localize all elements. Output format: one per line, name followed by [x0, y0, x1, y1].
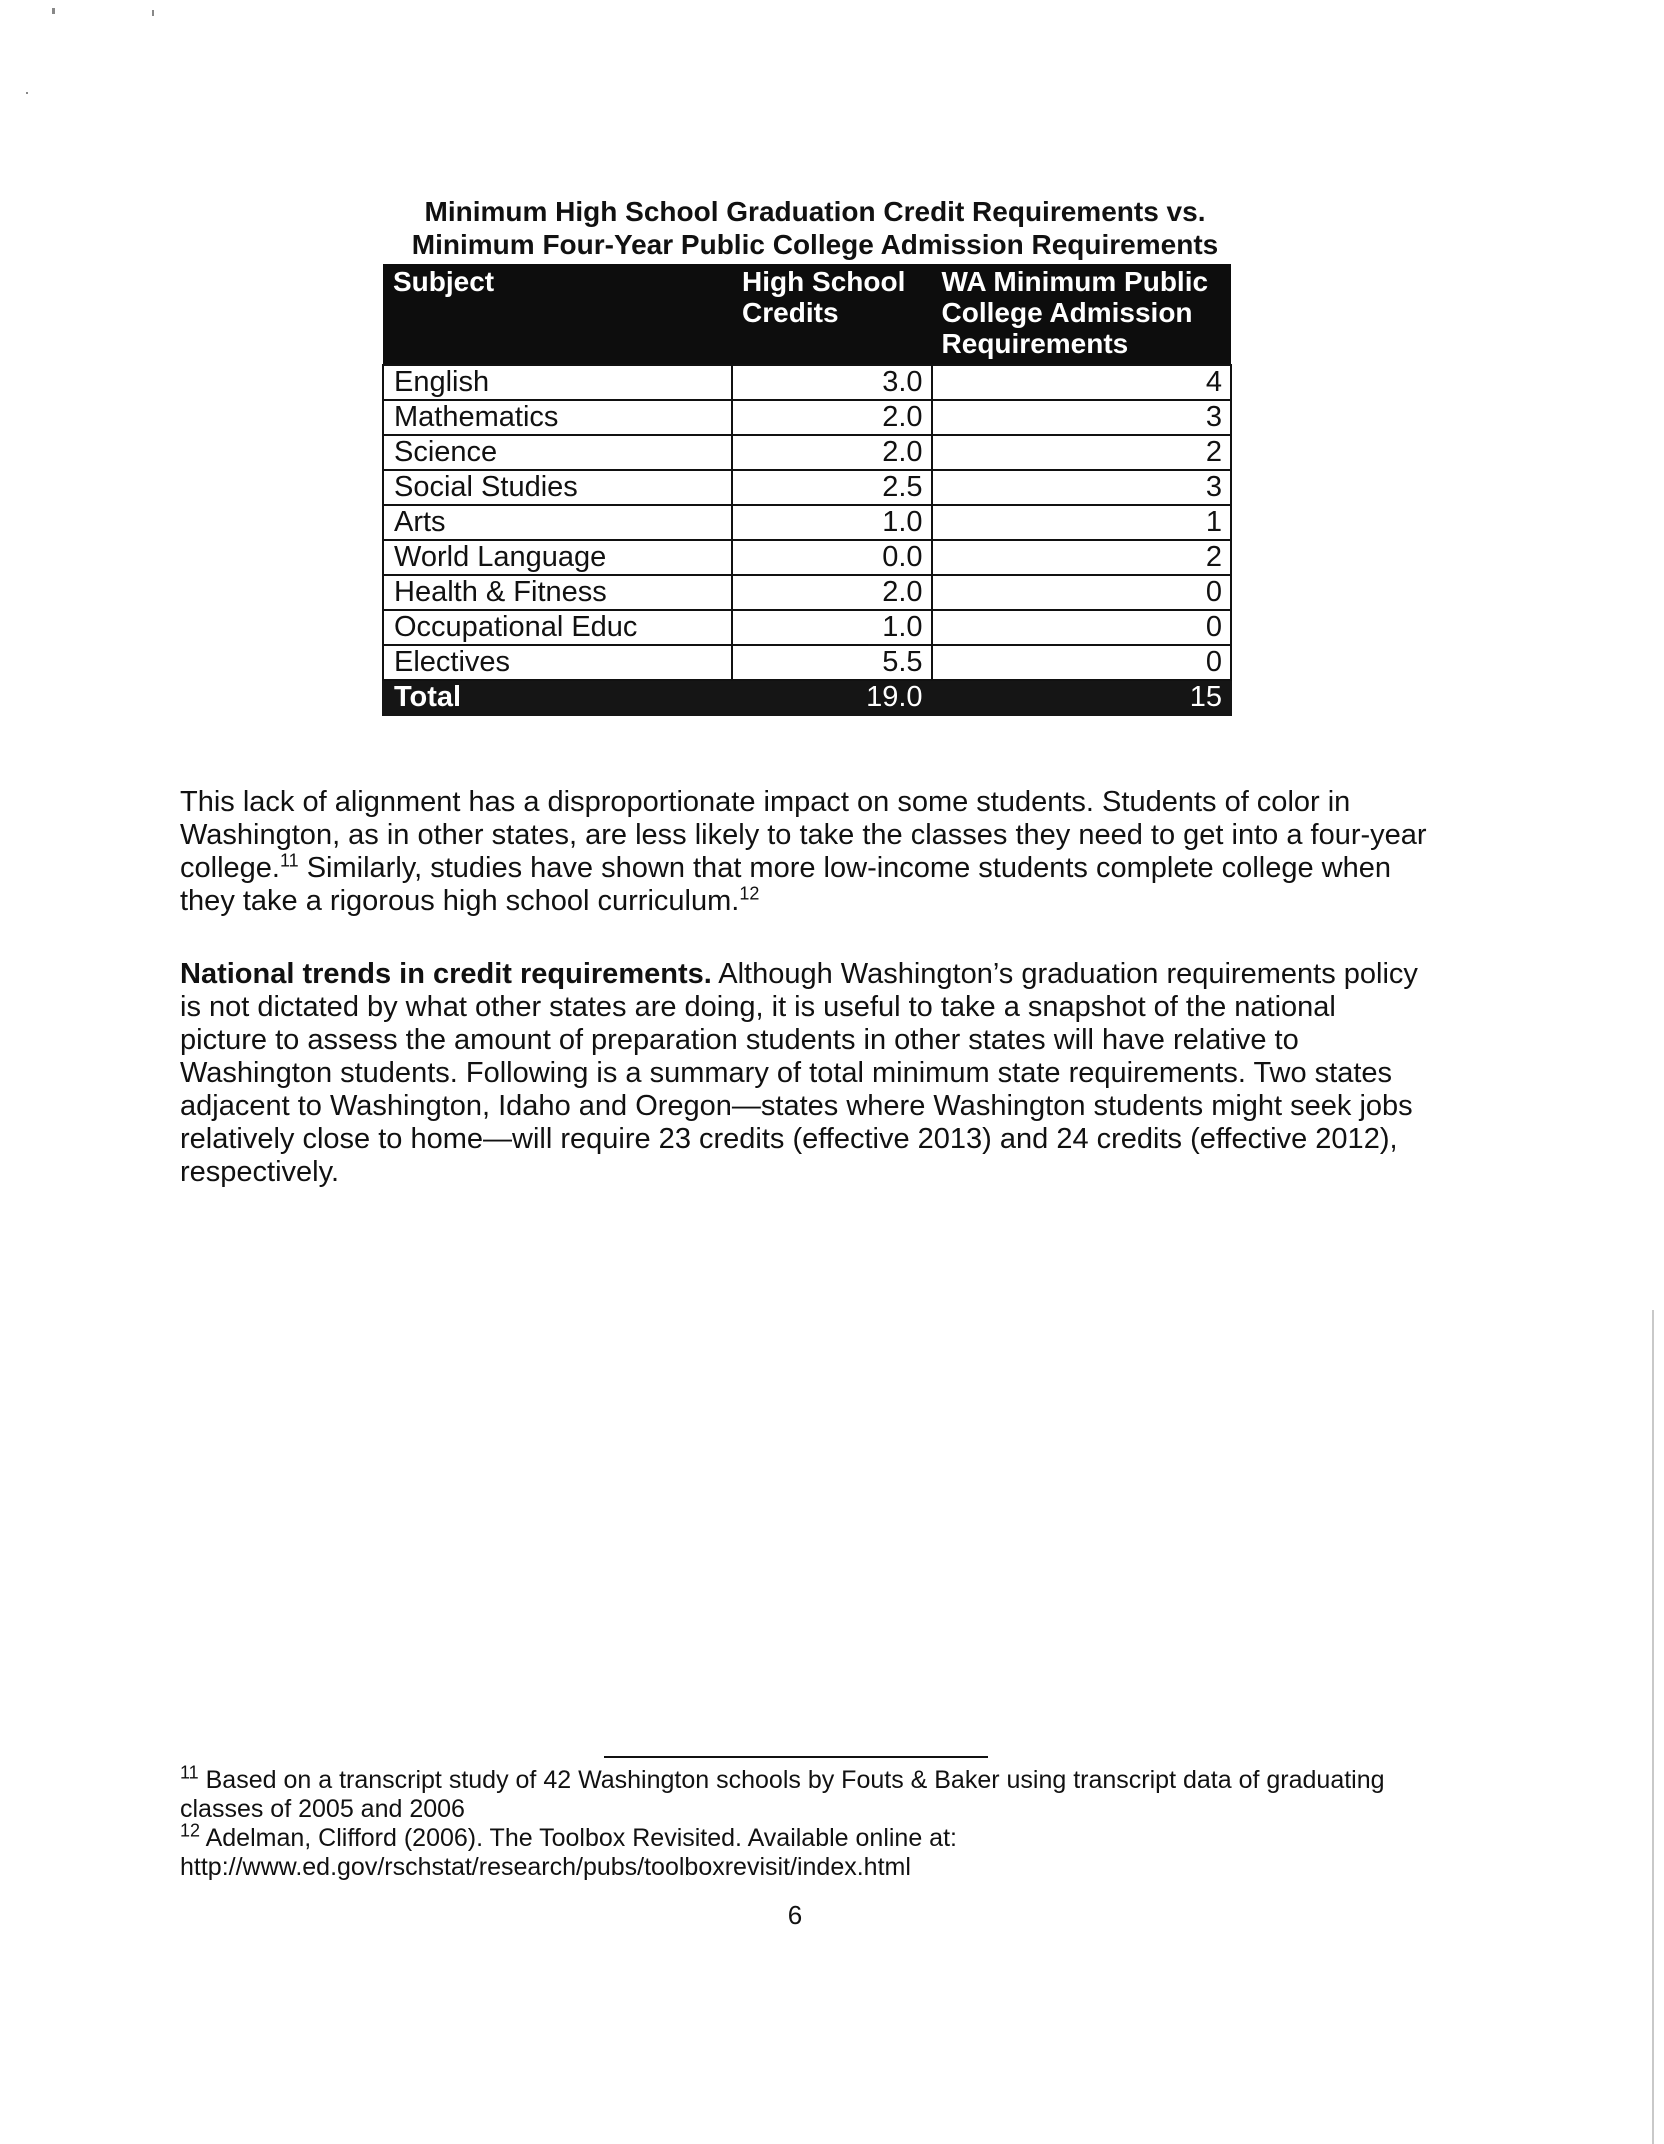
table-row	[383, 505, 1231, 540]
subject-cell: World Language	[383, 540, 732, 575]
table-row	[383, 575, 1231, 610]
page-number: 6	[787, 1900, 803, 1930]
table-row	[383, 645, 1231, 680]
wa-requirement-cell: 2	[932, 540, 1231, 575]
table-row	[383, 400, 1231, 435]
table-header-row	[383, 264, 1231, 365]
wa-requirement-cell: 4	[932, 365, 1231, 400]
hs-credits-cell: 2.0	[732, 400, 931, 435]
subject-cell: Mathematics	[383, 400, 732, 435]
footnotes	[180, 1762, 1430, 1882]
subject-cell: Health & Fitness	[383, 575, 732, 610]
subject-cell: Social Studies	[383, 470, 732, 505]
total-wa-requirement: 15	[932, 680, 1231, 715]
table-title: Minimum High School Graduation Credit Requirements vs. Minimum Four-Year Public College Admission Requirements	[411, 196, 1219, 260]
hs-credits-cell: 2.0	[732, 435, 931, 470]
footnote-text: Based on a transcript study of 42 Washington schools by Fouts & Baker using transcript data of graduating classes of 2005 and 2006	[180, 1766, 1385, 1823]
wa-requirement-cell: 2	[932, 435, 1231, 470]
table-row	[383, 470, 1231, 505]
hs-credits-cell: 5.5	[732, 645, 931, 680]
wa-requirement-cell: 3	[932, 400, 1231, 435]
alignment-paragraph	[180, 786, 1430, 918]
footnote-number: 11	[180, 1762, 199, 1783]
total-label: Total	[383, 680, 732, 715]
hs-credits-cell: 1.0	[732, 505, 931, 540]
footnote	[180, 1820, 1430, 1882]
wa-requirement-cell: 3	[932, 470, 1231, 505]
table-row	[383, 540, 1231, 575]
footnote-divider	[604, 1756, 988, 1758]
paragraph-text: This lack of alignment has a disproportionate impact on some students. Students of color in Washington, as in other states, are less likely to take the classes they need to get into a four-year college.	[180, 786, 1427, 884]
footnote-ref: 12	[739, 883, 760, 904]
national-trends-paragraph	[180, 958, 1430, 1189]
header-wa-admission: WA Minimum Public College Admission Requirements	[932, 264, 1231, 365]
table-row	[383, 435, 1231, 470]
paragraph-text: Although Washington’s graduation requirements policy is not dictated by what other states are doing, it is useful to take a snapshot of the national picture to assess the amount of preparation students in other states will have relative to Washington students. Following is a summary of total minimum state requirements. Two states adjacent to Washington, Idaho and Oregon—states where Washington students might seek jobs relatively close to home—will require 23 credits (effective 2013) and 24 credits (effective 2012), respectively.	[180, 958, 1418, 1188]
hs-credits-cell: 1.0	[732, 610, 931, 645]
hs-credits-cell: 2.0	[732, 575, 931, 610]
footnote-ref: 11	[279, 850, 299, 871]
scan-speck	[26, 92, 28, 94]
total-hs-credits: 19.0	[732, 680, 931, 715]
table-row	[383, 610, 1231, 645]
footnote	[180, 1762, 1430, 1824]
paragraph-text: Similarly, studies have shown that more low-income students complete college when they take a rigorous high school curriculum.	[180, 852, 1391, 917]
hs-credits-cell: 0.0	[732, 540, 931, 575]
wa-requirement-cell: 1	[932, 505, 1231, 540]
wa-requirement-cell: 0	[932, 575, 1231, 610]
header-subject: Subject	[383, 264, 732, 365]
wa-requirement-cell: 0	[932, 645, 1231, 680]
hs-credits-cell: 2.5	[732, 470, 931, 505]
subject-cell: Science	[383, 435, 732, 470]
paragraph-heading: National trends in credit requirements.	[180, 958, 712, 990]
credit-requirements-table	[382, 264, 1232, 716]
footnote-text: Adelman, Clifford (2006). The Toolbox Revisited. Available online at: http://www.ed.gov/rschstat/research/pubs/toolboxrevisit/index.html	[180, 1824, 957, 1881]
hs-credits-cell: 3.0	[732, 365, 931, 400]
subject-cell: Electives	[383, 645, 732, 680]
header-high-school-credits: High School Credits	[732, 264, 931, 365]
subject-cell: Arts	[383, 505, 732, 540]
scan-speck	[152, 10, 154, 16]
wa-requirement-cell: 0	[932, 610, 1231, 645]
scan-edge-line	[1652, 1310, 1654, 2144]
table-total-row	[383, 680, 1231, 715]
subject-cell: English	[383, 365, 732, 400]
footnote-number: 12	[180, 1820, 201, 1841]
scan-speck	[52, 8, 55, 14]
table-row	[383, 365, 1231, 400]
subject-cell: Occupational Educ	[383, 610, 732, 645]
